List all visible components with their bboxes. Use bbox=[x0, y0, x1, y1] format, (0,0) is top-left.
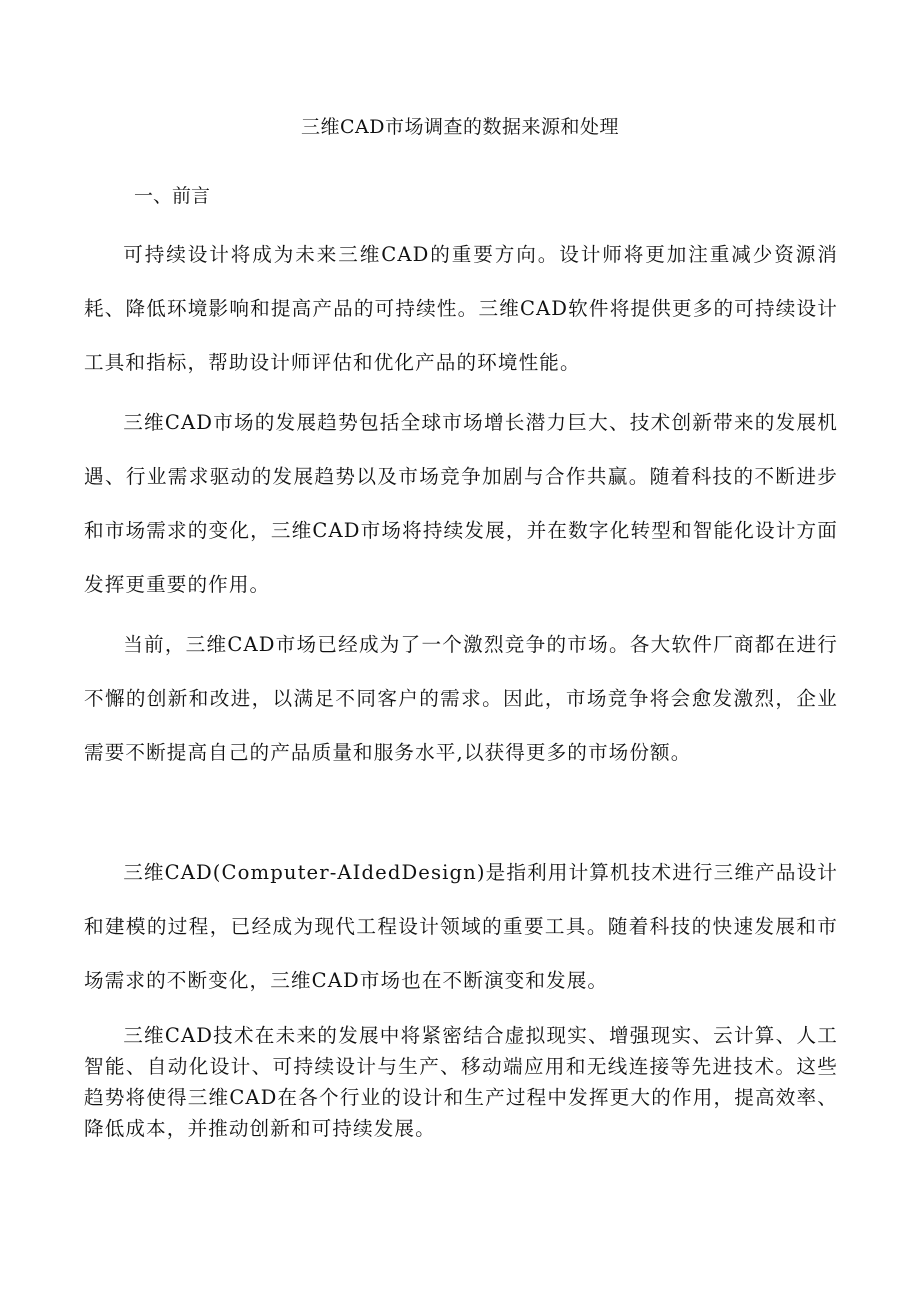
paragraph-market-trends: 三维CAD市场的发展趋势包括全球市场增长潜力巨大、技术创新带来的发展机遇、行业需求驱动的发展趋势以及市场竞争加剧与合作共赢。随着科技的不断进步和市场需求的变化，三维CAD市场将持续发展，并在数字化转型和智能化设计方面发挥更重要的作用。 bbox=[84, 411, 838, 596]
paragraph-sustainable-design: 可持续设计将成为未来三维CAD的重要方向。设计师将更加注重减少资源消耗、降低环境影响和提高产品的可持续性。三维CAD软件将提供更多的可持续设计工具和指标，帮助设计师评估和优化产品的环境性能。 bbox=[84, 243, 838, 374]
document-title: 三维CAD市场调查的数据来源和处理 bbox=[301, 116, 619, 138]
paragraph-cad-definition: 三维CAD(Computer-AIdedDesign)是指利用计算机技术进行三维产品设计和建模的过程，已经成为现代工程设计领域的重要工具。随着科技的快速发展和市场需求的不断变化，三维CAD市场也在不断演变和发展。 bbox=[84, 861, 838, 992]
paragraph-competition: 当前，三维CAD市场已经成为了一个激烈竞争的市场。各大软件厂商都在进行不懈的创新和改进，以满足不同客户的需求。因此，市场竞争将会愈发激烈，企业需要不断提高自己的产品质量和服务水平,以获得更多的市场份额。 bbox=[84, 633, 838, 764]
section-heading: 一、前言 bbox=[134, 185, 211, 207]
paragraph-future-technology: 三维CAD技术在未来的发展中将紧密结合虚拟现实、增强现实、云计算、人工智能、自动化设计、可持续设计与生产、移动端应用和无线连接等先进技术。这些趋势将使得三维CAD在各个行业的设计和生产过程中发挥更大的作用，提高效率、降低成本，并推动创新和可持续发展。 bbox=[84, 1024, 838, 1140]
